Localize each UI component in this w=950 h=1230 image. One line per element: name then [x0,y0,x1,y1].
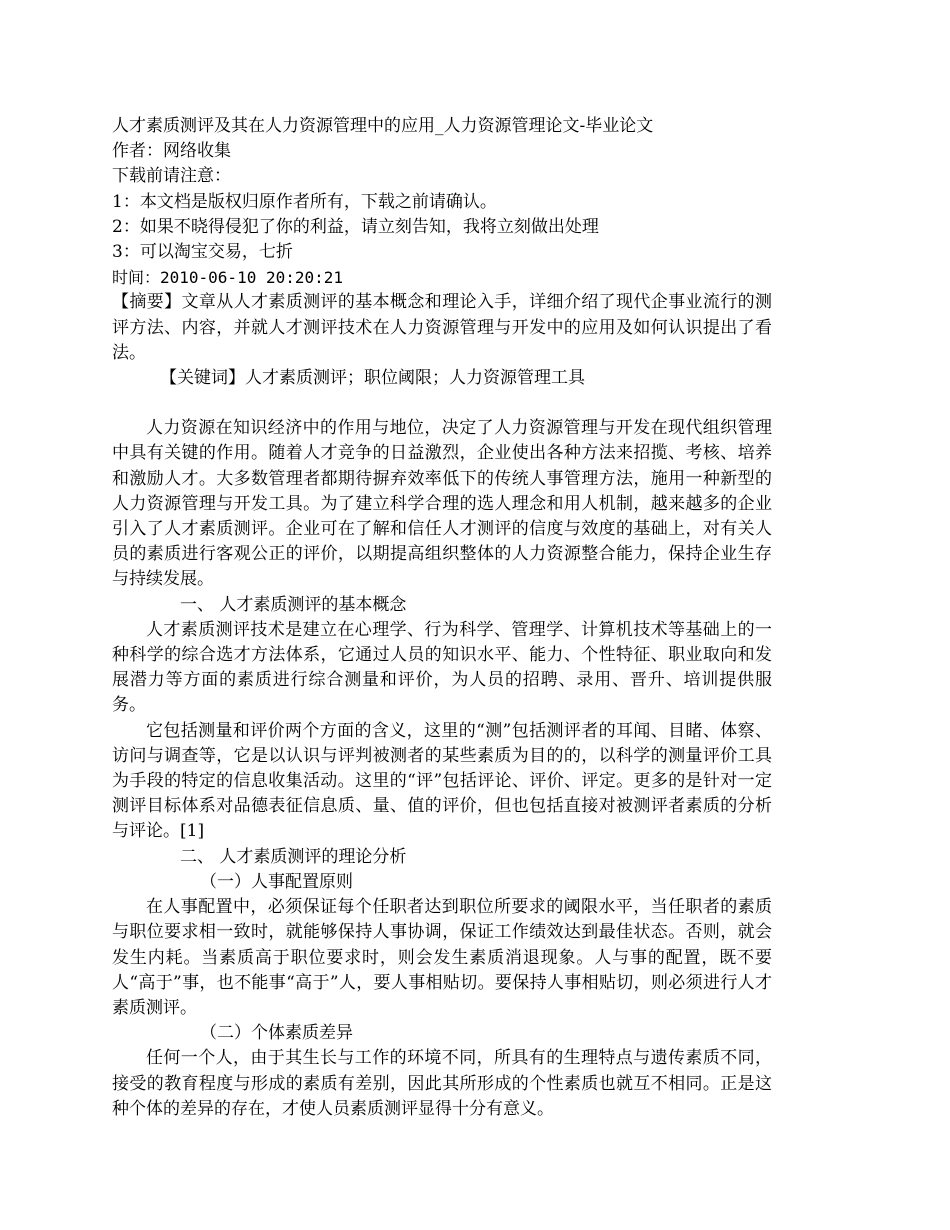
notice-heading: 下载前请注意： [112,166,231,187]
body-paragraph: 在人事配置中，必须保证每个任职者达到职位所要求的阈限水平，当任职者的素质与职位要求相一致时，就能够保持人事协调，保证工作绩效达到最佳状态。否则，就会发生内耗。当素质高于职位要求时，则会发生素质消退现象。人与事的配置，既不要人“高于”事，也不能事“高于”人，要人事相贴切。要保持人事相贴切，则必须进行人才素质测评。 [112,897,772,1018]
timestamp-line: 时间：2010-06-10 20:20:21 [112,268,344,288]
section-heading: 一、 人才素质测评的基本概念 [180,594,407,615]
notice-item: 3：可以淘宝交易，七折 [112,242,293,263]
subsection-heading: （一）人事配置原则 [200,871,353,892]
abstract-paragraph: 【摘要】文章从人才素质测评的基本概念和理论入手，详细介绍了现代企事业流行的测评方法、内容，并就人才测评技术在人力资源管理与开发中的应用及如何认识提出了看法。 [112,292,772,363]
author-line: 作者：网络收集 [112,141,231,162]
body-paragraph: 它包括测量和评价两个方面的含义，这里的“测”包括测评者的耳闻、目睹、体察、访问与调查等，它是以认识与评判被测者的某些素质为目的的，以科学的测量评价工具为手段的特定的信息收集活动。这里的“评”包括评论、评价、评定。更多的是针对一定测评目标体系对品德表征信息质、量、值的评价，但也包括直接对被测评者素质的分析与评论。[1] [112,720,772,842]
subsection-heading: （二）个体素质差异 [200,1023,353,1044]
intro-paragraph: 人力资源在知识经济中的作用与地位，决定了人力资源管理与开发在现代组织管理中具有关键的作用。随着人才竞争的日益激烈，企业使出各种方法来招揽、考核、培养和激励人才。大多数管理者都期待摒弃效率低下的传统人事管理方法，施用一种新型的人力资源管理与开发工具。为了建立科学合理的选人理念和用人机制，越来越多的企业引入了人才素质测评。企业可在了解和信任人才测评的信度与效度的基础上，对有关人员的素质进行客观公正的评价，以期提高组织整体的人力资源整合能力，保持企业生存与持续发展。 [112,418,772,590]
document-body [112,114,772,1122]
document-title: 人才素质测评及其在人力资源管理中的应用_人力资源管理论文-毕业论文 [112,116,654,136]
keywords-line: 【关键词】人才素质测评；职位阈限；人力资源管理工具 [160,368,585,389]
paragraph-gap [112,391,772,416]
notice-item: 2：如果不晓得侵犯了你的利益，请立刻告知，我将立刻做出处理 [112,216,599,237]
notice-item: 1：本文档是版权归原作者所有，下载之前请确认。 [112,191,497,212]
section-heading: 二、 人才素质测评的理论分析 [180,846,407,867]
body-paragraph: 任何一个人，由于其生长与工作的环境不同，所具有的生理特点与遗传素质不同，接受的教育程度与形成的素质有差别，因此其所形成的个性素质也就互不相同。正是这种个体的差异的存在，才使人员素质测评显得十分有意义。 [112,1048,772,1119]
body-paragraph: 人才素质测评技术是建立在心理学、行为科学、管理学、计算机技术等基础上的一种科学的综合选才方法体系，它通过人员的知识水平、能力、个性特征、职业取向和发展潜力等方面的素质进行综合测量和评价，为人员的招聘、录用、晋升、培训提供服务。 [112,619,772,716]
